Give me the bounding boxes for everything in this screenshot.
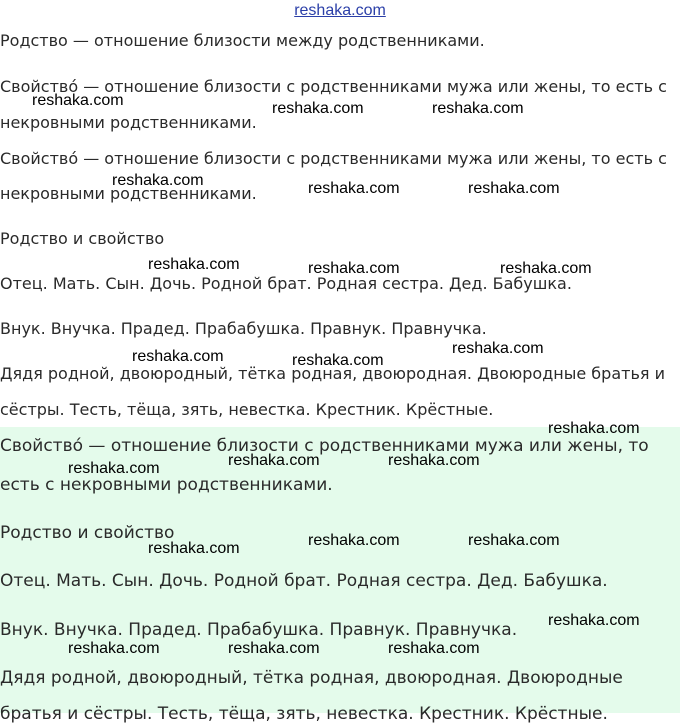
- watermark: reshaka.com: [272, 100, 364, 117]
- kinship-list-line: Внук. Внучка. Прадед. Прабабушка. Правнук. Правнучка.: [0, 620, 518, 640]
- svoystvo-definition-line: некровными родственниками.: [0, 184, 257, 203]
- watermark: reshaka.com: [148, 540, 240, 557]
- site-link[interactable]: reshaka.com: [294, 2, 386, 19]
- watermark: reshaka.com: [388, 640, 480, 657]
- svoystvo-definition-line: Свойство́ — отношение близости с родственниками мужа или жены, то есть с: [0, 149, 667, 168]
- svoystvo-definition-line: Свойство́ — отношение близости с родственниками мужа или жены, то есть с: [0, 77, 667, 96]
- rodstvo-definition: Родство — отношение близости между родственниками.: [0, 31, 485, 50]
- svoystvo-definition-line: Свойство́ — отношение близости с родственниками мужа или жены, то: [0, 436, 649, 456]
- watermark: reshaka.com: [68, 640, 160, 657]
- watermark: reshaka.com: [68, 460, 160, 477]
- watermark: reshaka.com: [112, 172, 204, 189]
- svoystvo-definition-line: есть с некровными родственниками.: [0, 475, 333, 495]
- watermark: reshaka.com: [32, 92, 124, 109]
- section-heading: Родство и свойство: [0, 229, 165, 248]
- watermark: reshaka.com: [132, 348, 224, 365]
- section-heading: Родство и свойство: [0, 523, 175, 543]
- watermark: reshaka.com: [148, 256, 240, 273]
- watermark: reshaka.com: [292, 352, 384, 369]
- watermark: reshaka.com: [228, 640, 320, 657]
- watermark: reshaka.com: [500, 260, 592, 277]
- watermark: reshaka.com: [308, 260, 400, 277]
- watermark: reshaka.com: [468, 532, 560, 549]
- watermark: reshaka.com: [432, 100, 524, 117]
- watermark: reshaka.com: [308, 180, 400, 197]
- watermark: reshaka.com: [452, 340, 544, 357]
- watermark: reshaka.com: [308, 532, 400, 549]
- kinship-list-line: сёстры. Тесть, тёща, зять, невестка. Крестник. Крёстные.: [0, 400, 494, 419]
- watermark: reshaka.com: [548, 612, 640, 629]
- svoystvo-definition-line: некровными родственниками.: [0, 113, 257, 132]
- watermark: reshaka.com: [228, 452, 320, 469]
- kinship-list-line: Дядя родной, двоюродный, тётка родная, двоюродная. Двоюродные: [0, 668, 623, 688]
- kinship-list-line: Отец. Мать. Сын. Дочь. Родной брат. Родная сестра. Дед. Бабушка.: [0, 571, 608, 591]
- kinship-list-line: Внук. Внучка. Прадед. Прабабушка. Правнук. Правнучка.: [0, 319, 487, 338]
- kinship-list-line: братья и сёстры. Тесть, тёща, зять, невестка. Крестник. Крёстные.: [0, 704, 608, 724]
- watermark: reshaka.com: [388, 452, 480, 469]
- kinship-list-line: Отец. Мать. Сын. Дочь. Родной брат. Родная сестра. Дед. Бабушка.: [0, 274, 572, 293]
- watermark: reshaka.com: [468, 180, 560, 197]
- watermark: reshaka.com: [548, 420, 640, 437]
- kinship-list-line: Дядя родной, двоюродный, тётка родная, двоюродная. Двоюродные братья и: [0, 364, 665, 383]
